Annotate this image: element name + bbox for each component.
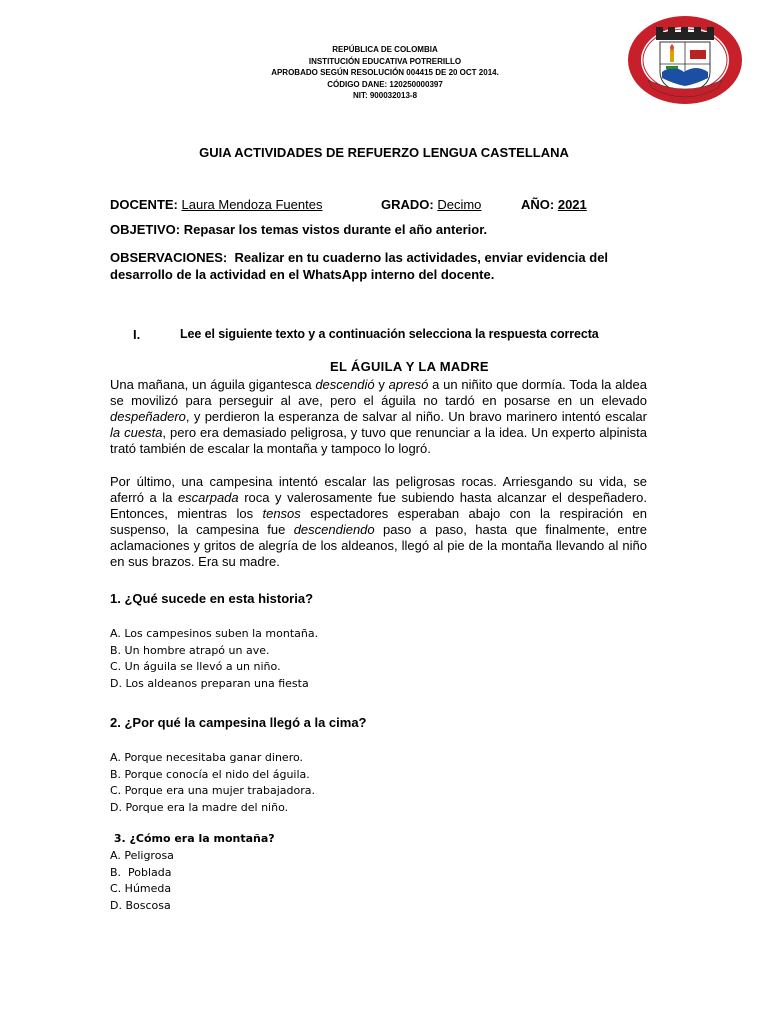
grade-info [381, 197, 487, 212]
option-d: D. Porque era la madre del niño. [110, 800, 289, 814]
grado-value: Decimo [437, 197, 482, 212]
option-a: A. Porque necesitaba ganar dinero. [110, 751, 304, 764]
option-b: B. Porque conocía el nido del águila. [110, 767, 310, 781]
obs-label: OBSERVACIONES: [110, 250, 228, 265]
year-info [521, 197, 595, 212]
story-paragraph-2: Por último, una campesina intentó escalar las peligrosas rocas. Arriesgando su vida, se aferró a la escarpada roca y valerosamente fue subiendo hasta alcanzar el despeñadero. Entonces, mientras los tensos espectadores esperaban abajo con la respiración en suspenso, la campesina fue descendiendo paso a paso, hasta que finalmente, entre aclamaciones y gritos de alegría de los aldeanos, llegó al pie de la montaña llevando al niño en sus brazos. Era su madre. [110, 474, 648, 569]
section-instruction: Lee el siguiente texto y a continuación selecciona la respuesta correcta [180, 327, 599, 341]
anio-label: AÑO: [521, 197, 555, 212]
header-line-school: INSTITUCIÓN EDUCATIVA POTRERILLO [308, 56, 462, 66]
question-1: 1. ¿Qué sucede en esta historia? [110, 591, 314, 606]
question-2-options [110, 750, 315, 816]
docente-value: Laura Mendoza Fuentes [181, 197, 323, 212]
anio-value: 2021 [557, 197, 587, 212]
option-a: A. Los campesinos suben la montaña. [110, 627, 319, 640]
objetivo-value: Repasar los temas vistos durante el año anterior. [183, 222, 488, 237]
docente-label: DOCENTE: [110, 197, 178, 212]
story-paragraph-1: Una mañana, un águila gigantesca descendió y apresó a un niñito que dormía. Toda la aldea se movilizó para perseguir al ave, pero el águila no tardó en posarse en un elevado despeñadero, y perdieron la esperanza de salvar al niño. Un bravo marinero intentó escalar la cuesta, pero era demasiado peligrosa, y tuvo que renunciar a la idea. Un experto alpinista trató también de escalar la montaña y tampoco lo logró. [110, 377, 647, 456]
teacher-info-line [110, 197, 322, 212]
obs-value: Realizar en tu cuaderno las actividades, enviar evidencia del desarrollo de la actividad en el WhatsApp interno del docente. [110, 250, 609, 282]
header-line-country: REPÚBLICA DE COLOMBIA [332, 45, 438, 54]
option-c: C. Un águila se llevó a un niño. [110, 660, 281, 673]
option-b: B. Poblada [110, 865, 172, 879]
objetivo-label: OBJETIVO: [110, 222, 181, 237]
story-title: EL ÁGUILA Y LA MADRE [330, 359, 489, 374]
question-2: 2. ¿Por qué la campesina llegó a la cima? [110, 715, 367, 730]
observations-paragraph [110, 249, 660, 283]
option-b: B. Un hombre atrapó un ave. [110, 643, 270, 657]
question-3: 3. ¿Cómo era la montaña? [110, 832, 275, 845]
header-line-nit: NIT: 900032013-8 [352, 91, 418, 100]
option-c: C. Porque era una mujer trabajadora. [110, 784, 315, 797]
header-line-dane: CÓDIGO DANE: 120250000397 [327, 79, 443, 89]
option-c: C. Húmeda [110, 882, 172, 896]
objective-line [110, 222, 487, 237]
guide-title: GUIA ACTIVIDADES DE REFUERZO LENGUA CASTELLANA [199, 145, 569, 160]
section-number: I. [133, 327, 141, 342]
school-header [230, 44, 540, 102]
question-3-block [110, 831, 275, 915]
header-line-resolution: APROBADO SEGÚN RESOLUCIÓN 004415 DE 20 OCT 2014. [271, 68, 499, 77]
option-d: D. Los aldeanos preparan una fiesta [110, 676, 309, 690]
option-a: A. Peligrosa [110, 848, 174, 862]
grado-label: GRADO: [381, 197, 434, 212]
question-1-options [110, 626, 318, 692]
school-crest-icon [626, 14, 744, 106]
option-d: D. Boscosa [110, 899, 171, 913]
